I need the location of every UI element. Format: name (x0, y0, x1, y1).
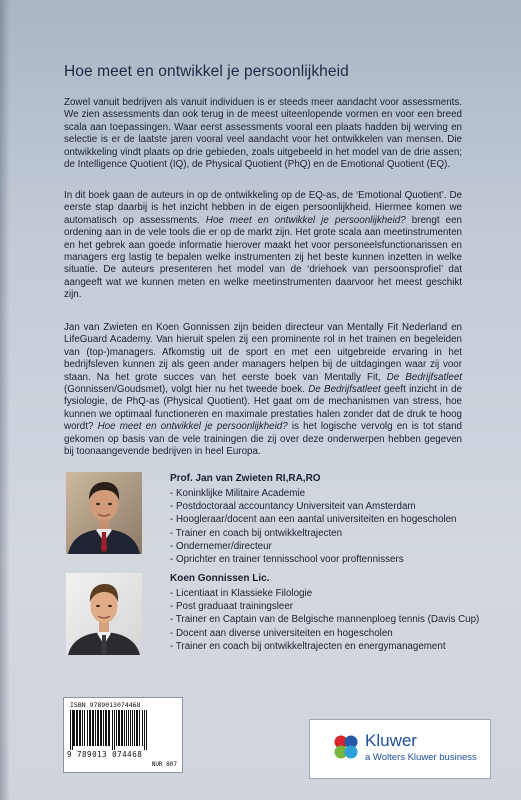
barcode-bar (134, 710, 135, 746)
barcode-bar (112, 710, 113, 750)
bio-item: - Post graduaat trainingsleer (170, 601, 294, 613)
publisher-tagline: a Wolters Kluwer business (365, 752, 477, 763)
spine-shadow (0, 0, 10, 800)
isbn-label: ISBN 9789013074468 (70, 701, 141, 709)
barcode-bar (72, 710, 73, 750)
bio-item: - Ondernemer/directeur (170, 540, 272, 552)
paragraph-eq (64, 190, 462, 302)
barcode-bar (142, 710, 143, 746)
barcode-bar (95, 710, 96, 746)
paragraph-authors-text-1: Jan van Zwieten en Koen Gonnissen zijn beiden directeur van Mentally Fit Nederland en LifeGuard Academy. Van hieruit spelen zij een prominente rol in het trainen en begeleiden van (top-)managers. Afkomstig uit de sport en met een uitgebreide ervaring in het bedrijfsleven kunnen zij als geen ander managers helpen bij de uitdagingen waar zij voor staan. Na het grote succes van het eerste boek van Mentally Fit, (64, 322, 462, 383)
author-photo-van-zwieten (66, 472, 142, 554)
barcode-bar (103, 710, 104, 746)
bio-item: - Koninklijke Militaire Academie (170, 488, 306, 499)
barcode-bar (121, 710, 123, 746)
barcode-bar (70, 710, 71, 750)
paragraph-authors-italic-1: De Bedrijfsatleet (386, 371, 462, 383)
bio-item: - Trainer en coach bij ontwikkeltrajecten (170, 527, 343, 539)
paragraph-authors-text-3: geeft inzicht in de fysiologie, de PhQ-as (Physical Quotient). Het gaat om de mechanismen van stress, hoe kunnen we optimaal functioneren en maximale prestaties halen zonder dat de druk te hoog wordt? (64, 384, 462, 433)
author-bio-list-van-zwieten (170, 487, 457, 566)
barcode-bar (84, 710, 85, 746)
paragraph-authors-italic-3: Hoe meet en ontwikkel je persoonlijkheid? (97, 421, 288, 433)
barcode-bar (108, 710, 110, 746)
barcode-bar (118, 710, 120, 746)
ean-number: 9 789013 074468 (67, 750, 143, 759)
barcode-bar (146, 710, 147, 750)
barcode-bar (105, 710, 107, 746)
bio-item: - Licentiaat in Klassieke Filologie (170, 588, 313, 599)
barcode-bar (116, 710, 117, 746)
barcode-bar (82, 710, 83, 746)
barcode-bar (139, 710, 140, 746)
nur-code: NUR 807 (151, 761, 177, 768)
paragraph-authors-text-2: (Gonnissen/Goudsmet), volgt hier nu het tweede boek. (64, 384, 309, 396)
author-photo-gonnissen (66, 573, 142, 655)
bio-item: - Postdoctoraal accountancy Universiteit van Amsterdam (170, 501, 416, 513)
barcode-bar (87, 710, 88, 746)
barcode-bar (128, 710, 129, 746)
paragraph-authors-text-4: is het logische vervolg en is tot stand gekomen op basis van de vele trainingen die zij over deze onderwerpen hebben gegeven bij toonaangevende bedrijven in heel Europa. (64, 421, 462, 458)
paragraph-authors-italic-2: De Bedrijfsatleet (308, 384, 381, 396)
barcode-bars (68, 710, 178, 750)
barcode-bar (73, 710, 75, 746)
author-name-van-zwieten: Prof. Jan van Zwieten RI,RA,RO (170, 473, 321, 484)
publisher-name: Kluwer (365, 731, 417, 750)
book-title: Hoe meet en ontwikkel je persoonlijkheid (64, 63, 349, 80)
paragraph-intro: Zowel vanuit bedrijven als vanuit individuen is er steeds meer aandacht voor assessments. We zien assessments dan ook terug in de meest uiteenlopende vormen en voor een breed scala aan toepassingen. Waar eerst assessments vooral een plaats hadden bij werving en selectie is er de laatste jaren vooral veel aandacht voor het ontwikkelen van mensen. Die ontwikkeling vindt plaats op drie gebieden, zoals uitgebeeld in het model van de drie assen; de Intelligence Quotient (IQ), de Physical Quotient (PhQ) en de Emotional Quotient (EQ). (64, 97, 462, 171)
bio-item: - Trainer en coach bij ontwikkeltrajecten en energymanagement (170, 640, 446, 652)
barcode-bar (92, 710, 94, 746)
paragraph-authors (64, 322, 462, 458)
barcode-bar (97, 710, 99, 746)
barcode-bar (114, 710, 115, 750)
author-bio-list-gonnissen (170, 587, 479, 653)
bio-item: - Docent aan diverse universiteiten en hogescholen (170, 627, 393, 639)
barcode-bar (126, 710, 127, 746)
barcode-bar (79, 710, 81, 746)
barcode-bar (136, 710, 138, 746)
barcode-bar (132, 710, 133, 746)
paragraph-eq-text-1: In dit boek gaan de auteurs in op de ontwikkeling op de EQ-as, de ‘Emotional Quotient’. De eerste stap daarbij is het inzicht hebben in de eigen persoonlijkheid. Hiermee komen we automatisch op assessments. (64, 190, 462, 226)
paragraph-eq-italic-title: Hoe meet en ontwikkel je persoonlijkheid? (205, 214, 406, 226)
bio-item: - Hoogleraar/docent aan een aantal universiteiten en hogescholen (170, 514, 457, 526)
kluwer-logo-icon (333, 734, 359, 760)
bio-item: - Oprichter en trainer tennisschool voor proftennissers (170, 554, 404, 566)
barcode-bar (100, 710, 102, 746)
barcode-bar (144, 710, 145, 750)
barcode-bar (130, 710, 131, 746)
barcode-bar (89, 710, 91, 746)
barcode-bar (124, 710, 125, 746)
logo-dot-cyan (345, 746, 358, 759)
isbn-barcode (63, 697, 183, 773)
barcode-bar (76, 710, 78, 746)
publisher-logo-box (309, 719, 491, 779)
author-name-gonnissen: Koen Gonnissen Lic. (170, 573, 270, 584)
paragraph-eq-text-2: brengt een ordening aan in de vele tools die er op de markt zijn. Het grote scala aan meetinstrumenten en het gebrek aan goede informatie hierover maakt het voor personeelsfunctionarissen en managers erg lastig te bepalen welke instrumenten zij het beste kunnen inzetten in welke situatie. De auteurs presenteren het model van de ‘driehoek van persoonsprofiel’ dat aangeeft wat we kunnen meten en welke meetinstrumenten daarvoor het meest geschikt zijn. (64, 214, 462, 301)
bio-item: - Trainer en Captain van de Belgische mannenploeg tennis (Davis Cup) (170, 614, 480, 626)
